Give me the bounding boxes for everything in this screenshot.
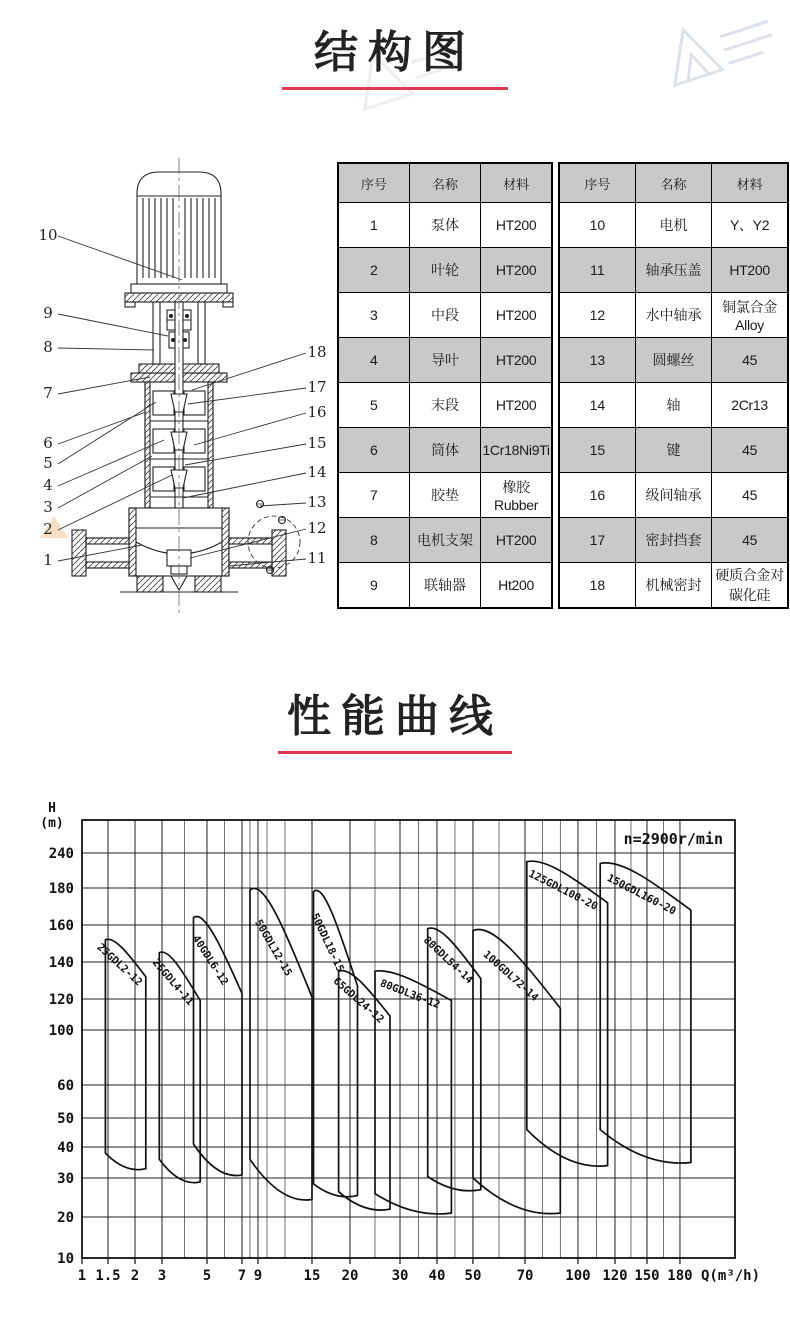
- part-no-cell: 9: [338, 563, 409, 609]
- parts-row: [338, 473, 552, 518]
- performance-curve-chart: [28, 792, 790, 1322]
- part-number: 7: [43, 384, 53, 402]
- part-no-cell: 6: [338, 428, 409, 473]
- part-number: 5: [43, 454, 53, 472]
- y-axis-label: (m): [40, 816, 64, 831]
- part-number: 16: [307, 403, 327, 421]
- material-cell: 45: [712, 428, 788, 473]
- material-cell: 硬质合金对碳化硅: [712, 563, 788, 609]
- material-cell: HT200: [481, 203, 552, 248]
- column-header: 材料: [712, 163, 788, 203]
- material-cell: HT200: [481, 338, 552, 383]
- part-name-cell: 圆螺丝: [635, 338, 711, 383]
- part-number: 18: [307, 343, 327, 361]
- parts-row: [338, 383, 552, 428]
- x-axis-label: Q(m³/h): [701, 1268, 761, 1284]
- curve-label: 100GDL72-14: [480, 948, 541, 1004]
- column-header: 序号: [559, 163, 635, 203]
- speed-annotation: n=2900r/min: [623, 830, 723, 848]
- pump-curve: [473, 929, 560, 1213]
- x-tick-label: 20: [341, 1268, 359, 1284]
- x-tick-label: 9: [253, 1268, 263, 1284]
- parts-row: [338, 293, 552, 338]
- part-number: 1: [43, 551, 53, 569]
- x-tick-label: 1.5: [95, 1268, 121, 1284]
- part-number: 6: [43, 434, 53, 452]
- part-no-cell: 15: [559, 428, 635, 473]
- parts-row: [338, 203, 552, 248]
- parts-tables: [337, 162, 789, 609]
- y-tick-label: 20: [57, 1210, 74, 1227]
- material-cell: 橡胶 Rubber: [481, 473, 552, 518]
- part-name-cell: 中段: [409, 293, 480, 338]
- part-no-cell: 2: [338, 248, 409, 293]
- part-number: 9: [43, 304, 53, 322]
- material-cell: 45: [712, 338, 788, 383]
- part-number: 8: [43, 338, 53, 356]
- curve-label: 80GDL36-12: [378, 977, 442, 1012]
- part-name-cell: 密封挡套: [635, 518, 711, 563]
- x-tick-label: 5: [202, 1268, 212, 1284]
- part-no-cell: 3: [338, 293, 409, 338]
- x-tick-label: 7: [237, 1268, 247, 1284]
- part-name-cell: 机械密封: [635, 563, 711, 609]
- column-header: 序号: [338, 163, 409, 203]
- y-axis-label: H: [48, 801, 56, 816]
- foot: [195, 576, 221, 592]
- x-tick-label: 100: [565, 1268, 591, 1284]
- column-header: 名称: [635, 163, 711, 203]
- part-number: 14: [307, 463, 327, 481]
- part-no-cell: 4: [338, 338, 409, 383]
- y-tick-label: 180: [48, 881, 74, 898]
- curve-label: 40GDL6-12: [189, 933, 231, 988]
- part-no-cell: 10: [559, 203, 635, 248]
- part-no-cell: 7: [338, 473, 409, 518]
- x-tick-label: 120: [602, 1268, 628, 1284]
- x-tick-label: 1: [77, 1268, 87, 1284]
- material-cell: 1Cr18Ni9Ti: [481, 428, 552, 473]
- part-number: 3: [43, 498, 53, 516]
- pump-curve: [375, 971, 451, 1214]
- material-cell: HT200: [481, 248, 552, 293]
- y-tick-label: 50: [57, 1111, 74, 1128]
- part-name-cell: 键: [635, 428, 711, 473]
- part-number: 4: [43, 476, 53, 494]
- y-tick-label: 10: [57, 1251, 74, 1267]
- part-name-cell: 级间轴承: [635, 473, 711, 518]
- y-tick-label: 40: [57, 1140, 74, 1157]
- part-name-cell: 末段: [409, 383, 480, 428]
- parts-row: [338, 518, 552, 563]
- parts-row: [559, 338, 788, 383]
- part-no-cell: 16: [559, 473, 635, 518]
- part-name-cell: 叶轮: [409, 248, 480, 293]
- title-underline: [278, 751, 512, 754]
- title-underline: [282, 87, 508, 90]
- curve-label: 25GDL4-11: [149, 956, 196, 1008]
- part-name-cell: 胶垫: [409, 473, 480, 518]
- part-name-cell: 电机: [635, 203, 711, 248]
- part-name-cell: 电机支架: [409, 518, 480, 563]
- x-tick-label: 150: [634, 1268, 660, 1284]
- y-tick-label: 240: [48, 845, 74, 862]
- part-name-cell: 导叶: [409, 338, 480, 383]
- pump-drawing: [72, 158, 300, 616]
- part-no-cell: 13: [559, 338, 635, 383]
- material-cell: HT200: [481, 383, 552, 428]
- part-no-cell: 14: [559, 383, 635, 428]
- y-tick-label: 100: [48, 1023, 74, 1040]
- part-number: 17: [307, 378, 327, 396]
- parts-table-left: [337, 162, 553, 609]
- curve-label: 125GDL100-20: [526, 867, 600, 913]
- column-header: 材料: [481, 163, 552, 203]
- part-no-cell: 1: [338, 203, 409, 248]
- parts-row: [559, 203, 788, 248]
- part-number: 10: [38, 226, 58, 244]
- curve-label: 65GDL24-12: [330, 975, 387, 1026]
- foot: [137, 576, 163, 592]
- curves-section-title: 性能曲线: [287, 692, 503, 741]
- x-tick-label: 3: [157, 1268, 167, 1284]
- part-name-cell: 轴承压盖: [635, 248, 711, 293]
- pump-structure-diagram: [32, 150, 334, 624]
- material-cell: Y、Y2: [712, 203, 788, 248]
- part-no-cell: 5: [338, 383, 409, 428]
- material-cell: 45: [712, 473, 788, 518]
- part-no-cell: 18: [559, 563, 635, 609]
- x-tick-label: 15: [303, 1268, 321, 1284]
- parts-row: [338, 248, 552, 293]
- curve-label: 50GDL18-15: [308, 911, 347, 974]
- x-tick-label: 180: [667, 1268, 693, 1284]
- curve-label: 80GDL54-14: [420, 934, 476, 987]
- parts-row: [559, 563, 788, 609]
- parts-row: [559, 428, 788, 473]
- parts-table-right: [558, 162, 789, 609]
- parts-row: [559, 383, 788, 428]
- material-cell: HT200: [712, 248, 788, 293]
- y-tick-label: 60: [57, 1077, 74, 1094]
- parts-row: [559, 473, 788, 518]
- parts-row: [559, 518, 788, 563]
- material-cell: 45: [712, 518, 788, 563]
- curve-label: 50GDL12-15: [252, 917, 295, 979]
- material-cell: 2Cr13: [712, 383, 788, 428]
- suction-flange: [72, 530, 86, 576]
- material-cell: Ht200: [481, 563, 552, 609]
- y-tick-label: 30: [57, 1171, 74, 1188]
- parts-row: [559, 248, 788, 293]
- material-cell: HT200: [481, 293, 552, 338]
- y-tick-label: 140: [48, 954, 74, 971]
- parts-row: [338, 428, 552, 473]
- y-tick-label: 160: [48, 917, 74, 934]
- x-tick-label: 70: [516, 1268, 534, 1284]
- part-no-cell: 8: [338, 518, 409, 563]
- x-tick-label: 50: [464, 1268, 482, 1284]
- part-number: 2: [43, 520, 53, 538]
- x-tick-label: 40: [428, 1268, 446, 1284]
- part-number: 11: [307, 549, 327, 567]
- y-tick-label: 120: [48, 991, 74, 1008]
- part-name-cell: 水中轴承: [635, 293, 711, 338]
- material-cell: 铜氯合金 Alloy: [712, 293, 788, 338]
- parts-row: [338, 338, 552, 383]
- curve-label: 25GDL2-12: [94, 941, 145, 989]
- structure-section-title: 结构图: [314, 28, 476, 77]
- part-number: 13: [307, 493, 327, 511]
- parts-row: [338, 563, 552, 609]
- part-name-cell: 联轴器: [409, 563, 480, 609]
- part-no-cell: 17: [559, 518, 635, 563]
- material-cell: HT200: [481, 518, 552, 563]
- curve-label: 150GDL160-20: [604, 872, 678, 918]
- x-tick-label: 30: [391, 1268, 409, 1284]
- part-number: 15: [307, 434, 327, 452]
- part-number: 12: [307, 519, 327, 537]
- part-no-cell: 12: [559, 293, 635, 338]
- part-name-cell: 轴: [635, 383, 711, 428]
- x-tick-label: 2: [130, 1268, 140, 1284]
- part-name-cell: 筒体: [409, 428, 480, 473]
- part-name-cell: 泵体: [409, 203, 480, 248]
- parts-row: [559, 293, 788, 338]
- part-no-cell: 11: [559, 248, 635, 293]
- column-header: 名称: [409, 163, 480, 203]
